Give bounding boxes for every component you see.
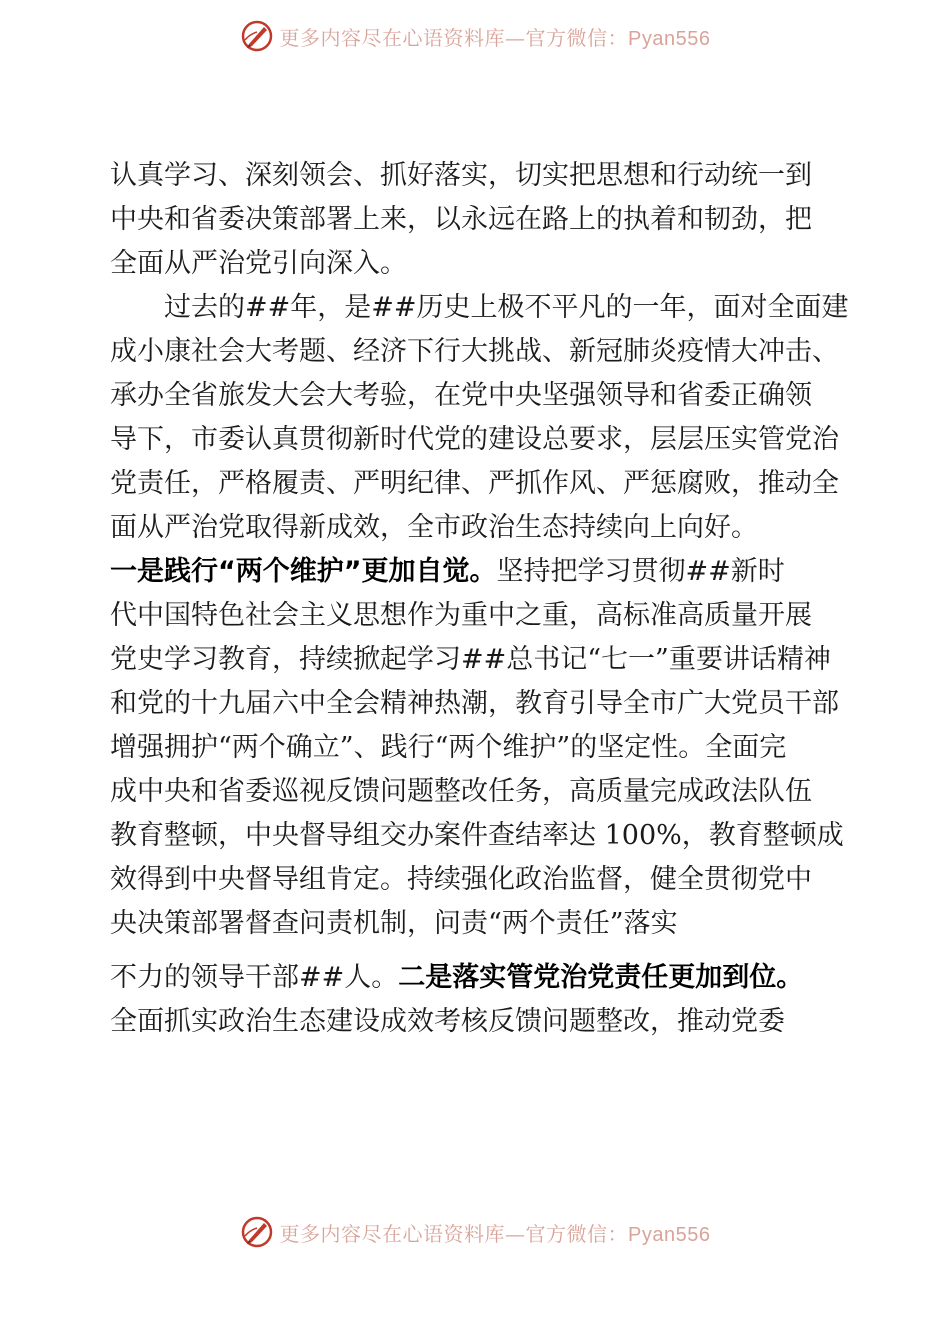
banner-text: 更多内容尽在心语资料库—官方微信： xyxy=(279,25,629,50)
body-line: 党史学习教育，持续掀起学习##总书记“七一”重要讲话精神 xyxy=(110,644,831,675)
body-line: 教育整顿，中央督导组交办案件查结率达 100%，教育整顿成 xyxy=(110,820,844,851)
pen-logo-icon xyxy=(240,1215,274,1249)
body-line: 党责任，严格履责、严明纪律、严抓作风、严惩腐败，推动全 xyxy=(110,468,839,499)
point-one-heading: 一是践行“两个维护”更加自觉。 xyxy=(110,556,497,587)
body-line: 全面抓实政治生态建设成效考核反馈问题整改，推动党委 xyxy=(110,1006,785,1037)
point-two-heading: 二是落实管党治党责任更加到位。 xyxy=(398,962,804,993)
wechat-id: Pyan556 xyxy=(628,27,711,50)
pen-logo-icon xyxy=(240,19,274,53)
point-two-first-line xyxy=(110,956,870,1000)
body-line: 导下，市委认真贯彻新时代党的建设总要求，层层压实管党治 xyxy=(110,424,839,455)
body-line: 和党的十九届六中全会精神热潮，教育引导全市广大党员干部 xyxy=(110,688,839,719)
footer-banner xyxy=(0,1212,950,1252)
body-line: 成小康社会大考题、经济下行大挑战、新冠肺炎疫情大冲击、 xyxy=(110,336,839,367)
body-line: 央决策部署督查问责机制，问责“两个责任”落实 xyxy=(110,908,678,939)
header-banner xyxy=(0,16,950,56)
body-line: 面从严治党取得新成效，全市政治生态持续向上向好。 xyxy=(110,512,758,543)
body-line: 认真学习、深刻领会、抓好落实，切实把思想和行动统一到 xyxy=(110,160,812,191)
point-one-first-tail: 坚持把学习贯彻##新时 xyxy=(496,556,785,587)
body-line: 成中央和省委巡视反馈问题整改任务，高质量完成政法队伍 xyxy=(110,776,812,807)
body-line: 承办全省旅发大会大考验，在党中央坚强领导和省委正确领 xyxy=(110,380,812,411)
body-line: 过去的##年，是##历史上极不平凡的一年，面对全面建 xyxy=(164,292,849,323)
body-line: 全面从严治党引向深入。 xyxy=(110,248,407,279)
page-break-gap xyxy=(110,946,870,956)
point-two-lead: 不力的领导干部##人。 xyxy=(110,962,399,993)
body-line: 增强拥护“两个确立”、践行“两个维护”的坚定性。全面完 xyxy=(110,732,787,763)
wechat-id: Pyan556 xyxy=(628,1223,711,1246)
body-line: 代中国特色社会主义思想作为重中之重，高标准高质量开展 xyxy=(110,600,812,631)
banner-text: 更多内容尽在心语资料库—官方微信： xyxy=(279,1221,629,1246)
point-one-first-line xyxy=(110,550,870,594)
body-line: 效得到中央督导组肯定。持续强化政治监督，健全贯彻党中 xyxy=(110,864,812,895)
document-body xyxy=(110,154,870,1044)
body-line: 中央和省委决策部署上来，以永远在路上的执着和韧劲，把 xyxy=(110,204,812,235)
